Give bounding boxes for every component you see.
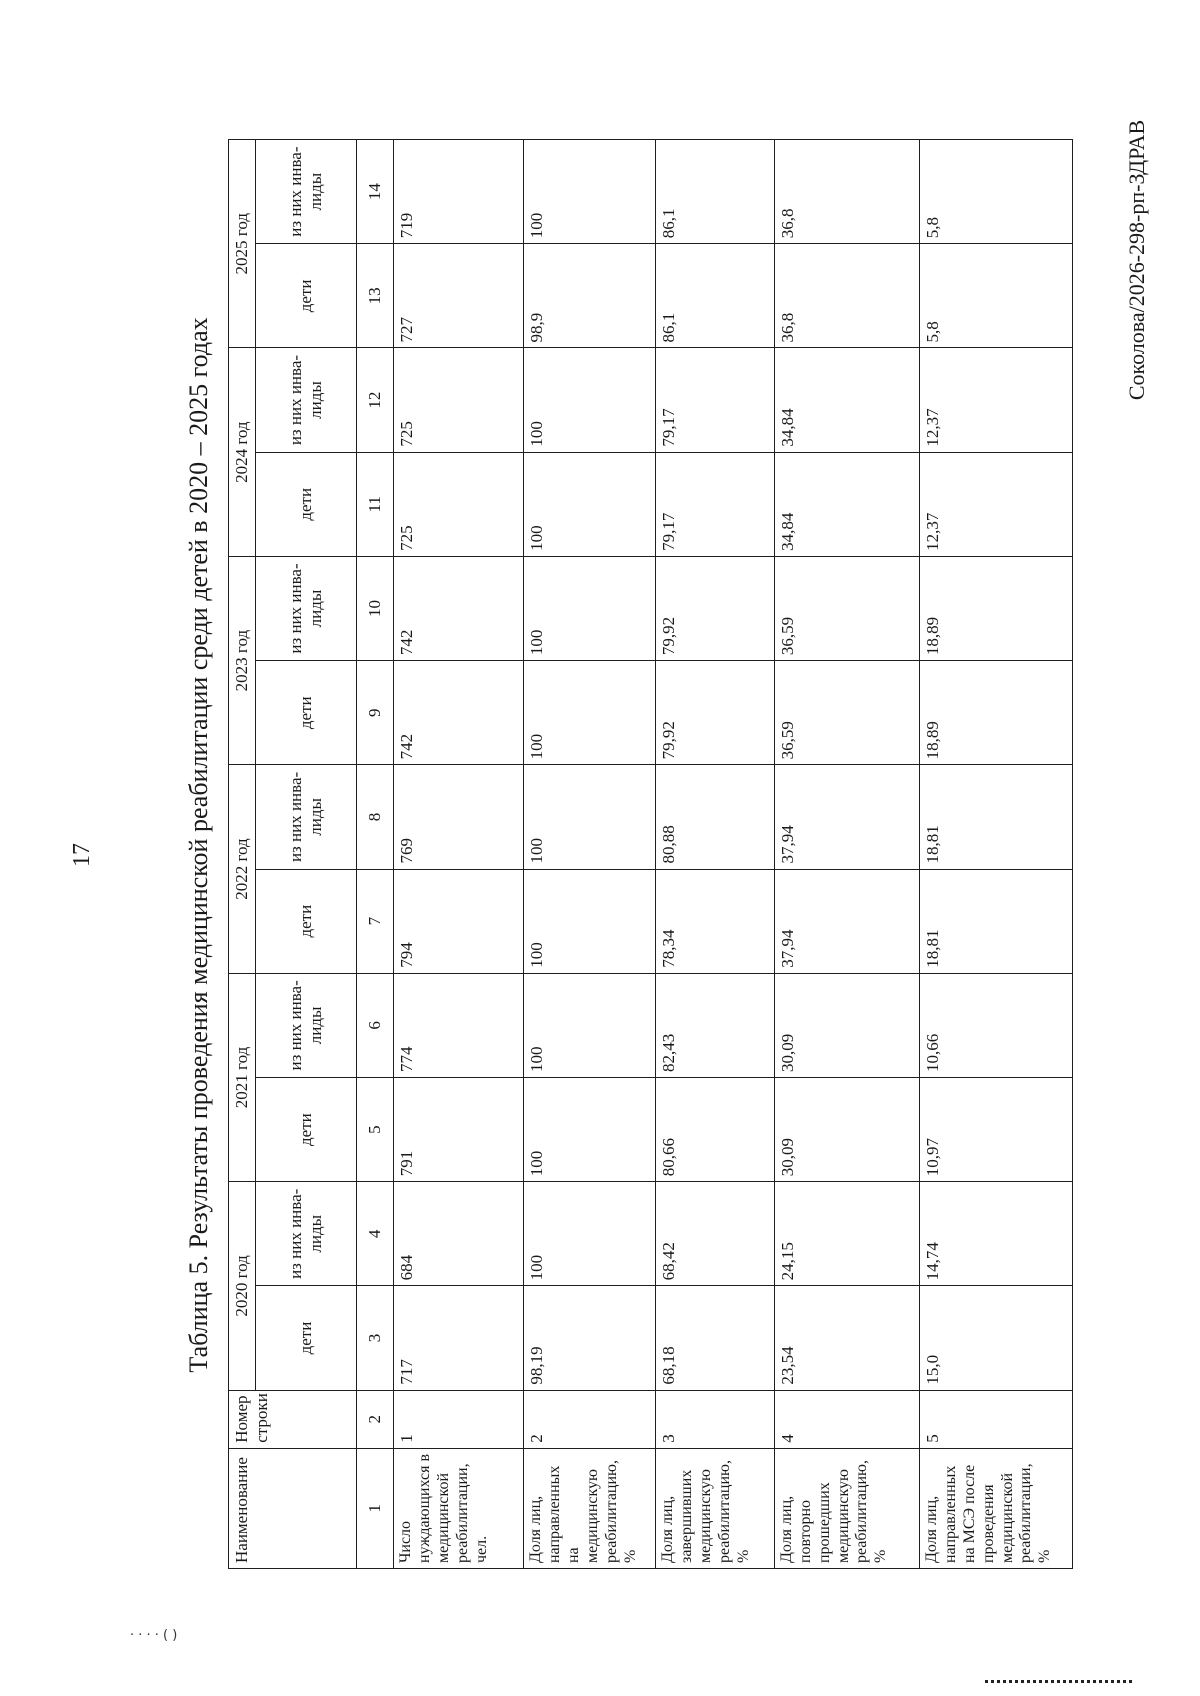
- value-cell: 36,59: [774, 556, 919, 660]
- value-cell: 36,8: [774, 244, 919, 348]
- value-cell: 100: [524, 973, 656, 1077]
- value-cell: 100: [524, 556, 656, 660]
- column-number-cell: 9: [357, 661, 394, 765]
- value-cell: 30,09: [774, 973, 919, 1077]
- value-cell: 717: [394, 1286, 524, 1390]
- value-cell: 36,8: [774, 140, 919, 244]
- sub-header-disabled: из них инва-лиды: [255, 140, 356, 244]
- row-number: 4: [774, 1390, 919, 1448]
- sub-header-children: дети: [255, 869, 356, 973]
- value-cell: 79,17: [656, 348, 775, 452]
- value-cell: 34,84: [774, 348, 919, 452]
- value-cell: 100: [524, 869, 656, 973]
- scan-artifact-bar: [985, 1680, 1135, 1683]
- value-cell: 79,92: [656, 661, 775, 765]
- value-cell: 18,81: [920, 765, 1073, 869]
- column-number-row: [357, 140, 394, 1569]
- sub-header-children: дети: [255, 244, 356, 348]
- column-number-cell: 10: [357, 556, 394, 660]
- header-year-2020: 2020 год: [229, 1182, 256, 1390]
- header-year-2022: 2022 год: [229, 765, 256, 973]
- value-cell: 794: [394, 869, 524, 973]
- row-name: Доля лиц, направленных на медицинскую реабилитацию, %: [524, 1448, 656, 1568]
- value-cell: 37,94: [774, 869, 919, 973]
- sub-header-row: [255, 140, 356, 1569]
- header-year-2021: 2021 год: [229, 973, 256, 1181]
- value-cell: 80,88: [656, 765, 775, 869]
- page-number: 17: [69, 843, 95, 867]
- value-cell: 78,34: [656, 869, 775, 973]
- table-row: [920, 140, 1073, 1569]
- header-year-2025: 2025 год: [229, 140, 256, 348]
- sub-header-disabled: из них инва-лиды: [255, 765, 356, 869]
- column-number-cell: 11: [357, 452, 394, 556]
- sub-header-disabled: из них инва-лиды: [255, 348, 356, 452]
- value-cell: 82,43: [656, 973, 775, 1077]
- value-cell: 86,1: [656, 140, 775, 244]
- sub-header-children: дети: [255, 1077, 356, 1181]
- column-number-cell: 6: [357, 973, 394, 1077]
- column-number-cell: 4: [357, 1182, 394, 1286]
- value-cell: 100: [524, 452, 656, 556]
- value-cell: 791: [394, 1077, 524, 1181]
- rehabilitation-table: [228, 139, 1073, 1569]
- column-number-cell: 13: [357, 244, 394, 348]
- value-cell: 80,66: [656, 1077, 775, 1181]
- sub-header-children: дети: [255, 452, 356, 556]
- rehabilitation-table-container: [228, 139, 1073, 1569]
- value-cell: 23,54: [774, 1286, 919, 1390]
- column-number-cell: 7: [357, 869, 394, 973]
- value-cell: 68,18: [656, 1286, 775, 1390]
- value-cell: 10,66: [920, 973, 1073, 1077]
- value-cell: 769: [394, 765, 524, 869]
- value-cell: 18,89: [920, 661, 1073, 765]
- row-number: 5: [920, 1390, 1073, 1448]
- value-cell: 18,81: [920, 869, 1073, 973]
- value-cell: 5,8: [920, 244, 1073, 348]
- header-row-number: Номер строки: [229, 1390, 357, 1448]
- value-cell: 86,1: [656, 244, 775, 348]
- table-row: [774, 140, 919, 1569]
- value-cell: 719: [394, 140, 524, 244]
- column-number-cell: 14: [357, 140, 394, 244]
- scan-artifact: · · · · ( ): [130, 1628, 178, 1643]
- table-title: Таблица 5. Результаты проведения медицинской реабилитации среди детей в 2020 – 2025 годах: [184, 317, 213, 1373]
- value-cell: 100: [524, 1077, 656, 1181]
- value-cell: 30,09: [774, 1077, 919, 1181]
- value-cell: 100: [524, 765, 656, 869]
- column-number-cell: 12: [357, 348, 394, 452]
- row-name: Доля лиц, направленных на МСЭ после проведения медицинской реабилитации, %: [920, 1448, 1073, 1568]
- column-number-cell: 1: [357, 1448, 394, 1568]
- value-cell: 100: [524, 661, 656, 765]
- value-cell: 14,74: [920, 1182, 1073, 1286]
- value-cell: 15,0: [920, 1286, 1073, 1390]
- sub-header-children: дети: [255, 661, 356, 765]
- table-row: [524, 140, 656, 1569]
- value-cell: 12,37: [920, 348, 1073, 452]
- value-cell: 725: [394, 452, 524, 556]
- value-cell: 24,15: [774, 1182, 919, 1286]
- value-cell: 18,89: [920, 556, 1073, 660]
- value-cell: 37,94: [774, 765, 919, 869]
- header-year-2024: 2024 год: [229, 348, 256, 556]
- value-cell: 684: [394, 1182, 524, 1286]
- header-name: Наименование: [229, 1448, 357, 1568]
- column-number-cell: 5: [357, 1077, 394, 1181]
- column-number-cell: 3: [357, 1286, 394, 1390]
- value-cell: 100: [524, 140, 656, 244]
- row-number: 3: [656, 1390, 775, 1448]
- value-cell: 100: [524, 1182, 656, 1286]
- value-cell: 98,9: [524, 244, 656, 348]
- value-cell: 774: [394, 973, 524, 1077]
- value-cell: 742: [394, 661, 524, 765]
- table-row: [656, 140, 775, 1569]
- value-cell: 725: [394, 348, 524, 452]
- table-row: [394, 140, 524, 1569]
- row-name: Число нуждающихся в медицинской реабилитации, чел.: [394, 1448, 524, 1568]
- sub-header-children: дети: [255, 1286, 356, 1390]
- value-cell: 68,42: [656, 1182, 775, 1286]
- row-name: Доля лиц, завершивших медицинскую реабилитацию, %: [656, 1448, 775, 1568]
- sub-header-disabled: из них инва-лиды: [255, 556, 356, 660]
- header-year-2023: 2023 год: [229, 556, 256, 764]
- row-number: 2: [524, 1390, 656, 1448]
- value-cell: 34,84: [774, 452, 919, 556]
- column-number-cell: 8: [357, 765, 394, 869]
- value-cell: 727: [394, 244, 524, 348]
- value-cell: 36,59: [774, 661, 919, 765]
- value-cell: 79,17: [656, 452, 775, 556]
- sub-header-disabled: из них инва-лиды: [255, 973, 356, 1077]
- value-cell: 5,8: [920, 140, 1073, 244]
- row-name: Доля лиц, повторно прошедших медицинскую реабилитацию, %: [774, 1448, 919, 1568]
- sub-header-disabled: из них инва-лиды: [255, 1182, 356, 1286]
- row-number: 1: [394, 1390, 524, 1448]
- document-code: Соколова/2026-298-рп-ЗДРАВ: [1124, 119, 1149, 401]
- value-cell: 742: [394, 556, 524, 660]
- value-cell: 98,19: [524, 1286, 656, 1390]
- value-cell: 79,92: [656, 556, 775, 660]
- value-cell: 10,97: [920, 1077, 1073, 1181]
- column-number-cell: 2: [357, 1390, 394, 1448]
- value-cell: 12,37: [920, 452, 1073, 556]
- value-cell: 100: [524, 348, 656, 452]
